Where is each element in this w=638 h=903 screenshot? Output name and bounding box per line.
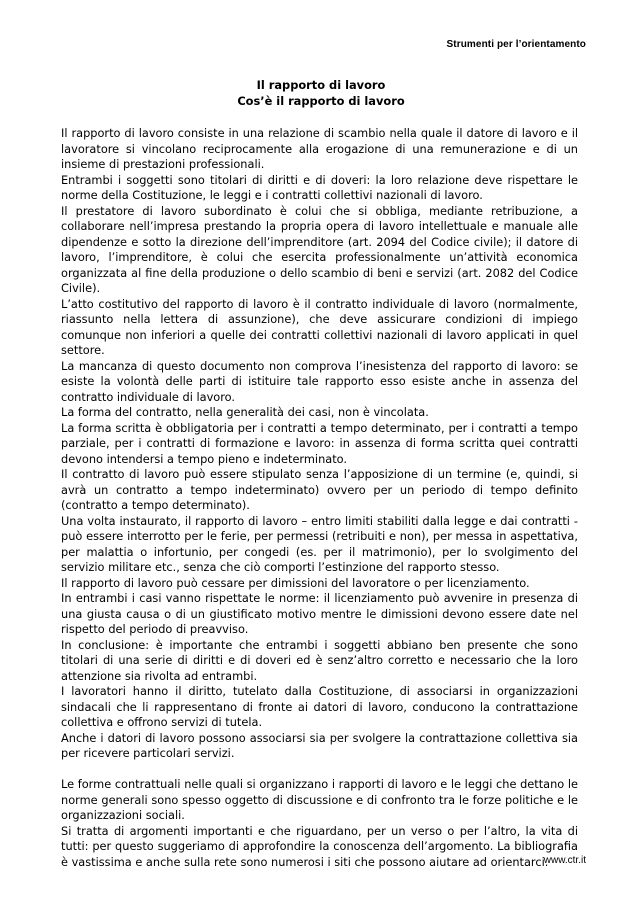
paragraph: In entrambi i casi vanno rispettate le norme: il licenziamento può avvenire in presenza di una giusta causa o di un giustificato motivo mentre le dimissioni devono essere date nel rispetto del periodo di preavviso. xyxy=(61,591,578,636)
paragraph: Anche i datori di lavoro possono associarsi sia per svolgere la contrattazione collettiva sia per ricevere particolari servizi. xyxy=(61,730,578,760)
section-header: Strumenti per l’orientamento xyxy=(446,39,586,50)
paragraph: Le forme contrattuali nelle quali si organizzano i rapporti di lavoro e le leggi che dettano le norme generali sono spesso oggetto di discussione e di confronto tra le forze politiche e le organizzazioni sociali. xyxy=(61,777,578,822)
paragraph: Il rapporto di lavoro consiste in una relazione di scambio nella quale il datore di lavoro e il lavoratore si vincolano reciprocamente alla erogazione di una remunerazione e di un insieme di prestazioni professionali. xyxy=(61,126,578,171)
paragraph: La forma del contratto, nella generalità dei casi, non è vincolata. xyxy=(61,405,429,419)
paragraph: Il contratto di lavoro può essere stipulato senza l’apposizione di un termine (e, quindi, si avrà un contratto a tempo indeterminato) ovvero per un periodo di tempo definito (contratto a tempo determinato). xyxy=(61,467,578,512)
paragraph: La mancanza di questo documento non comprova l’inesistenza del rapporto di lavoro: se esiste la volontà delle parti di istituire tale rapporto esso esiste anche in assenza del contratto individuale di lavoro. xyxy=(61,358,578,404)
footer-website: www.ctr.it xyxy=(543,855,586,866)
paragraph: L’atto costitutivo del rapporto di lavoro è il contratto individuale di lavoro (normalmente, riassunto nella lettera di assunzione), che deve assicurare condizioni di impiego comunque non inferiori a quelle dei contratti collettivi nazionali di lavoro applicati in quel settore. xyxy=(61,296,578,357)
document-title xyxy=(0,77,638,109)
paragraph-gap xyxy=(61,762,578,778)
paragraph: Una volta instaurato, il rapporto di lavoro – entro limiti stabiliti dalla legge e dai contratti - può essere interrotto per le ferie, per permessi (retribuiti e non), per messa in aspettativa, per malattia o infortunio, per congedi (es. per il matrimonio), per lo svolgimento del servizio militare etc., senza che ciò comporti l’estinzione del rapporto stesso. xyxy=(61,513,578,574)
paragraph: La forma scritta è obbligatoria per i contratti a tempo determinato, per i contratti a tempo parziale, per i contratti di formazione e lavoro: in assenza di forma scritta quei contratti devono intendersi a tempo pieno e indeterminato. xyxy=(61,420,578,466)
document-body xyxy=(61,126,578,870)
paragraph: In conclusione: è importante che entrambi i soggetti abbiano ben presente che sono titolari di una serie di diritti e di doveri ed è senz’altro corretto e necessario che la loro attenzione sia rivolta ad entrambi. xyxy=(61,637,578,683)
paragraph: Entrambi i soggetti sono titolari di diritti e di doveri: la loro relazione deve rispettare le norme della Costituzione, le leggi e i contratti collettivi nazionali di lavoro. xyxy=(61,172,578,202)
title-line-1: Il rapporto di lavoro xyxy=(256,78,386,92)
paragraph: Il prestatore di lavoro subordinato è colui che si obbliga, mediante retribuzione, a collaborare nell’impresa prestando la propria opera di lavoro intellettuale e manuale alle dipendenze e sotto la direzione dell’imprenditore (art. 2094 del Codice civile); il datore di lavoro, l’imprenditore, è colui che esercita professionalmente un’attività economica organizzata al fine della produzione o dello scambio di beni e servizi (art. 2082 del Codice Civile). xyxy=(61,203,578,295)
title-line-2: Cos’è il rapporto di lavoro xyxy=(237,94,405,108)
paragraph: I lavoratori hanno il diritto, tutelato dalla Costituzione, di associarsi in organizzazioni sindacali che li rappresentano di fronte ai datori di lavoro, conducono la contrattazione collettiva e offrono servizi di tutela. xyxy=(61,684,578,729)
paragraph: Il rapporto di lavoro può cessare per dimissioni del lavoratore o per licenziamento. xyxy=(61,575,530,590)
paragraph: Si tratta di argomenti importanti e che riguardano, per un verso o per l’altro, la vita di tutti: per questo suggeriamo di approfondire la conoscenza dell’argomento. La bibliografia è vastissima e anche sulla rete sono numerosi i siti che possono aiutare ad orientarci. xyxy=(61,823,578,869)
